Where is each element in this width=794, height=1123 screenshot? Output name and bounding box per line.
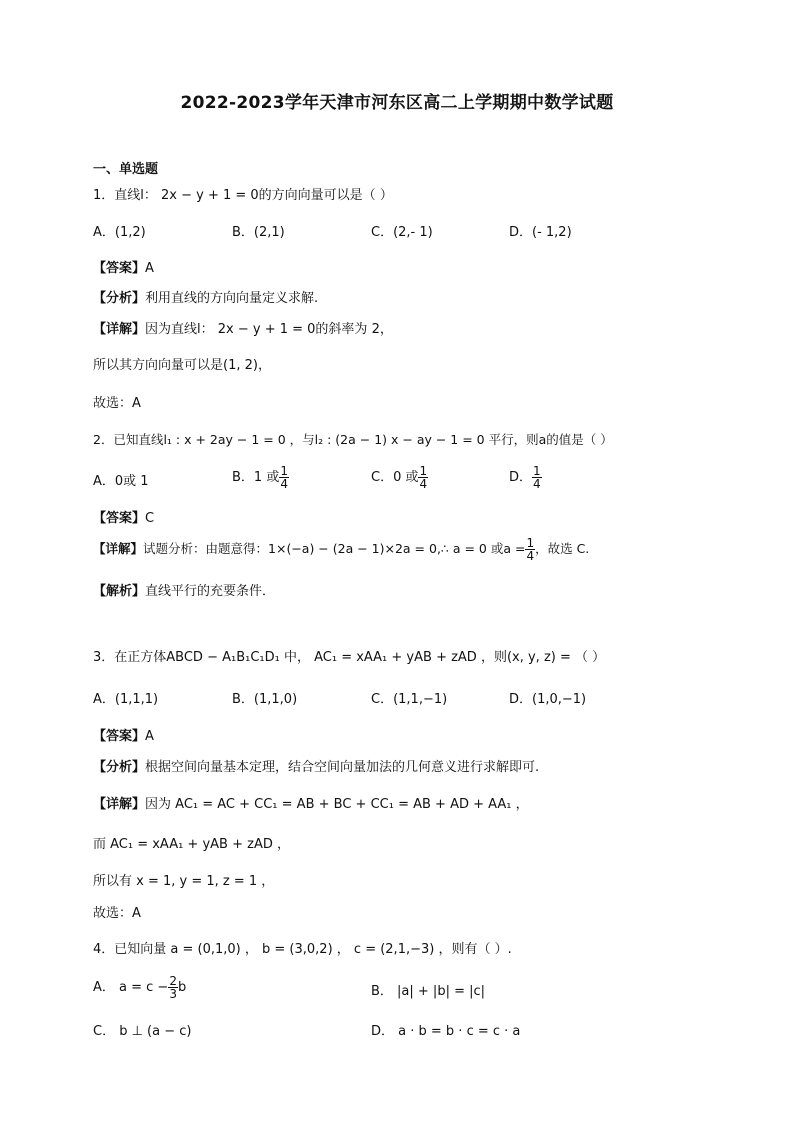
fraction-denominator: 4 [280, 477, 288, 491]
q1-option-b: B．(2,1) [232, 225, 285, 240]
jiexi-tag: 【解析】 [93, 584, 146, 599]
detail-tag: 【详解】 [93, 797, 146, 812]
q1-option-d: D．(- 1,2) [509, 225, 572, 240]
q2-option-d [509, 465, 542, 490]
q4-option-a [93, 975, 186, 1000]
analysis-tag: 【分析】 [93, 291, 146, 306]
answer-tag: 【答案】 [93, 261, 146, 276]
fraction-denominator: 3 [169, 987, 177, 1001]
q3-option-d: D．(1,0,−1) [509, 692, 587, 707]
fraction [418, 465, 428, 490]
q2-jiexi-text: 直线平行的充要条件． [145, 584, 276, 599]
fraction [525, 537, 535, 562]
detail-tag: 【详解】 [93, 322, 146, 337]
q1-detail-3: 故选：A [93, 396, 141, 411]
q2-detail-text: 试题分析：由题意得：1×(−a) − (2a − 1)×2a = 0,∴ a = 0 或a = [143, 541, 526, 556]
q1-option-c: C．(2,- 1) [371, 225, 433, 240]
q3-detail-text: 因为 AC₁ = AC + CC₁ = AB + BC + CC₁ = AB + AD + AA₁ ， [145, 797, 529, 812]
q4-option-d: D． a · b = b · c = c · a [371, 1024, 521, 1039]
q4-stem: 4．已知向量 a = (0,1,0) ， b = (3,0,2) ， c = (2,1,−3) ，则有（ ）. [93, 942, 512, 957]
q3-detail [93, 795, 529, 815]
q4-option-a-label: A． a = c − [93, 980, 169, 995]
q2-option-b [232, 465, 289, 490]
fraction-denominator: 4 [526, 549, 535, 563]
fraction [168, 975, 178, 1000]
q2-option-c [371, 465, 428, 490]
q2-option-c-label: C．0 或 [371, 470, 419, 485]
detail-tag: 【详解】 [93, 541, 144, 556]
fraction [532, 465, 542, 490]
q1-stem: 1．直线l： 2x − y + 1 = 0的方向向量可以是（ ） [93, 188, 393, 203]
q1-analysis-text: 利用直线的方向向量定义求解. [145, 291, 319, 306]
q1-option-a: A．(1,2) [93, 225, 146, 240]
q3-detail-4: 故选：A [93, 906, 141, 921]
q2-jiexi [93, 582, 275, 602]
q4-option-a-end: b [177, 980, 187, 995]
q2-answer [93, 509, 154, 529]
q2-option-b-label: B．1 或 [232, 470, 280, 485]
fraction-numerator: 1 [526, 536, 535, 550]
q3-detail-2: 而 AC₁ = xAA₁ + yAB + zAD ， [93, 837, 290, 852]
q3-option-a: A．(1,1,1) [93, 692, 159, 707]
fraction-numerator: 1 [280, 464, 288, 478]
q4-option-c: C． b ⊥ (a − c) [93, 1024, 192, 1039]
q2-detail-end: ，故选 C. [535, 541, 590, 556]
q1-detail-2: 所以其方向向量可以是(1, 2)， [93, 358, 271, 373]
q3-analysis [93, 758, 539, 778]
q3-option-b: B．(1,1,0) [232, 692, 298, 707]
q1-analysis [93, 289, 318, 309]
fraction-denominator: 4 [533, 477, 541, 491]
q1-answer [93, 259, 154, 279]
q1-detail-text: 因为直线l： 2x − y + 1 = 0的斜率为 2， [145, 322, 393, 337]
section-heading: 一、单选题 [93, 162, 159, 177]
q3-analysis-text: 根据空间向量基本定理，结合空间向量加法的几何意义进行求解即可. [145, 760, 540, 775]
answer-tag: 【答案】 [93, 729, 146, 744]
q1-answer-value: A [145, 261, 154, 276]
q3-detail-3: 所以有 x = 1, y = 1, z = 1 ， [93, 874, 275, 889]
analysis-tag: 【分析】 [93, 760, 146, 775]
fraction-numerator: 1 [419, 464, 428, 478]
q3-answer-value: A [145, 729, 154, 744]
q2-option-d-label: D． [509, 470, 533, 485]
q3-stem: 3．在正方体ABCD − A₁B₁C₁D₁ 中， AC₁ = xAA₁ + yAB + zAD ，则(x, y, z) = （ ） [93, 650, 606, 665]
answer-tag: 【答案】 [93, 511, 146, 526]
q2-stem: 2．已知直线l₁ : x + 2ay − 1 = 0 ，与l₂ : (2a − 1) x − ay − 1 = 0 平行，则a的值是（ ） [93, 432, 613, 447]
fraction-denominator: 4 [419, 477, 428, 491]
q3-option-c: C．(1,1,−1) [371, 692, 448, 707]
fraction-numerator: 1 [533, 464, 541, 478]
page-title: 2022-2023学年天津市河东区高二上学期期中数学试题 [180, 93, 614, 113]
q4-option-b: B． |a| + |b| = |c| [371, 984, 486, 999]
q1-detail [93, 320, 393, 340]
q2-detail [93, 537, 589, 562]
q2-option-a: A．0或 1 [93, 474, 149, 489]
fraction-numerator: 2 [169, 974, 177, 988]
fraction [279, 465, 289, 490]
q3-answer [93, 727, 154, 747]
q2-answer-value: C [145, 511, 155, 526]
